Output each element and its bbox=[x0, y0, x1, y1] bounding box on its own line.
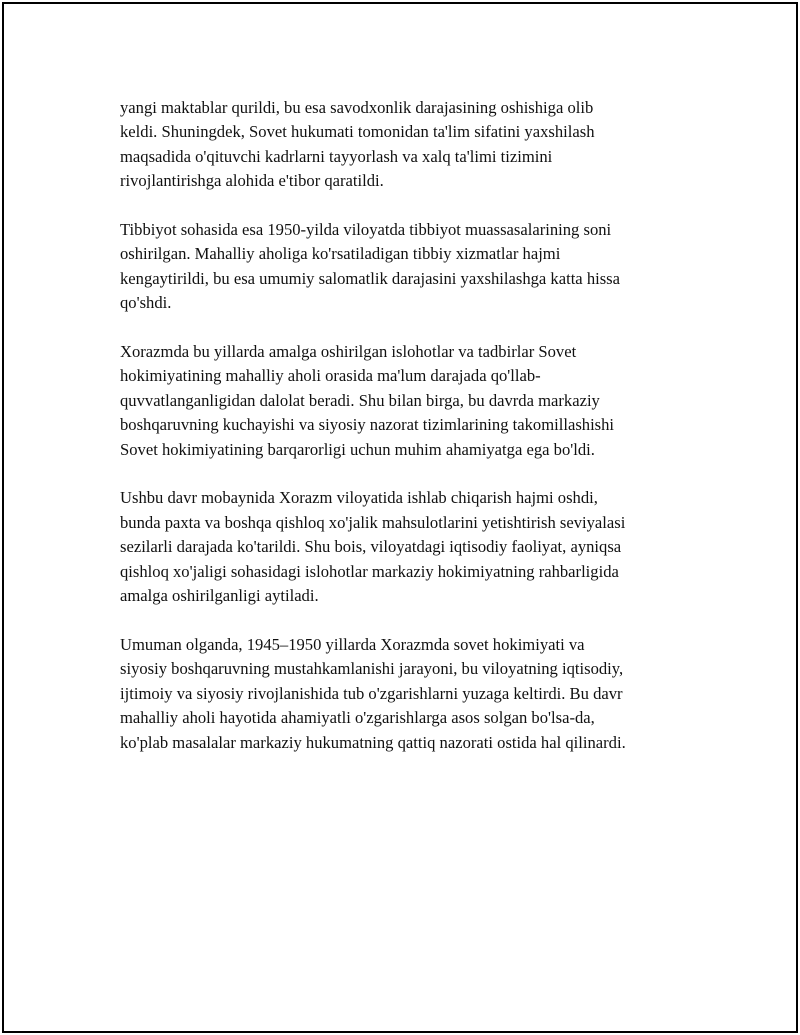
text-line: yangi maktablar qurildi, bu esa savodxonlik darajasining oshishiga olib bbox=[120, 98, 594, 117]
paragraph-conclusion bbox=[120, 633, 690, 755]
text-line: quvvatlanganligidan dalolat beradi. Shu bilan birga, bu davrda markaziy bbox=[120, 390, 600, 410]
text-line: siyosiy boshqaruvning mustahkamlanishi jarayoni, bu viloyatning iqtisodiy, bbox=[120, 659, 624, 679]
text-line: keldi. Shuningdek, Sovet hukumati tomonidan ta'lim sifatini yaxshilash bbox=[120, 122, 595, 142]
text-line: Ushbu davr mobaynida Xorazm viloyatida ishlab chiqarish hajmi oshdi, bbox=[120, 488, 598, 508]
text-line: ko'plab masalalar markaziy hukumatning qattiq nazorati ostida hal qilinardi. bbox=[120, 732, 626, 752]
text-line: qishloq xo'jaligi sohasidagi islohotlar markaziy hokimiyatning rahbarligida bbox=[120, 561, 619, 581]
text-line: amalga oshirilganligi aytiladi. bbox=[120, 586, 319, 606]
text-line: Sovet hokimiyatining barqarorligi uchun muhim ahamiyatga ega bo'ldi. bbox=[120, 439, 595, 459]
text-line: qo'shdi. bbox=[120, 293, 172, 313]
paragraph-reforms bbox=[120, 340, 690, 462]
text-line: mahalliy aholi hayotida ahamiyatli o'zgarishlarga asos solgan bo'lsa-da, bbox=[120, 708, 595, 728]
text-line: Tibbiyot sohasida esa 1950-yilda viloyatda tibbiyot muassasalarining soni bbox=[120, 220, 612, 240]
text-line: ijtimoiy va siyosiy rivojlanishida tub o'zgarishlarni yuzaga keltirdi. Bu davr bbox=[120, 683, 623, 703]
text-line: bunda paxta va boshqa qishloq xo'jalik mahsulotlarini yetishtirish seviyalasi bbox=[120, 512, 626, 532]
text-line: boshqaruvning kuchayishi va siyosiy nazorat tizimlarining takomillashishi bbox=[120, 415, 615, 435]
text-line: oshirilgan. Mahalliy aholiga ko'rsatiladigan tibbiy xizmatlar hajmi bbox=[120, 244, 561, 264]
text-line: sezilarli darajada ko'tarildi. Shu bois, viloyatdagi iqtisodiy faoliyat, ayniqsa bbox=[120, 537, 622, 557]
document-page bbox=[2, 2, 798, 1033]
paragraph-economy bbox=[120, 486, 690, 608]
paragraph-education bbox=[120, 96, 690, 194]
text-line: rivojlantirishga alohida e'tibor qaratildi. bbox=[120, 171, 384, 191]
document-body bbox=[120, 96, 690, 779]
paragraph-healthcare bbox=[120, 218, 690, 316]
text-line: kengaytirildi, bu esa umumiy salomatlik darajasini yaxshilashga katta hissa bbox=[120, 268, 621, 288]
text-line: Xorazmda bu yillarda amalga oshirilgan islohotlar va tadbirlar Sovet bbox=[120, 342, 577, 362]
text-line: maqsadida o'qituvchi kadrlarni tayyorlash va xalq ta'limi tizimini bbox=[120, 146, 553, 166]
text-line: hokimiyatining mahalliy aholi orasida ma'lum darajada qo'llab- bbox=[120, 366, 541, 386]
text-line: Umuman olganda, 1945–1950 yillarda Xorazmda sovet hokimiyati va bbox=[120, 634, 585, 654]
